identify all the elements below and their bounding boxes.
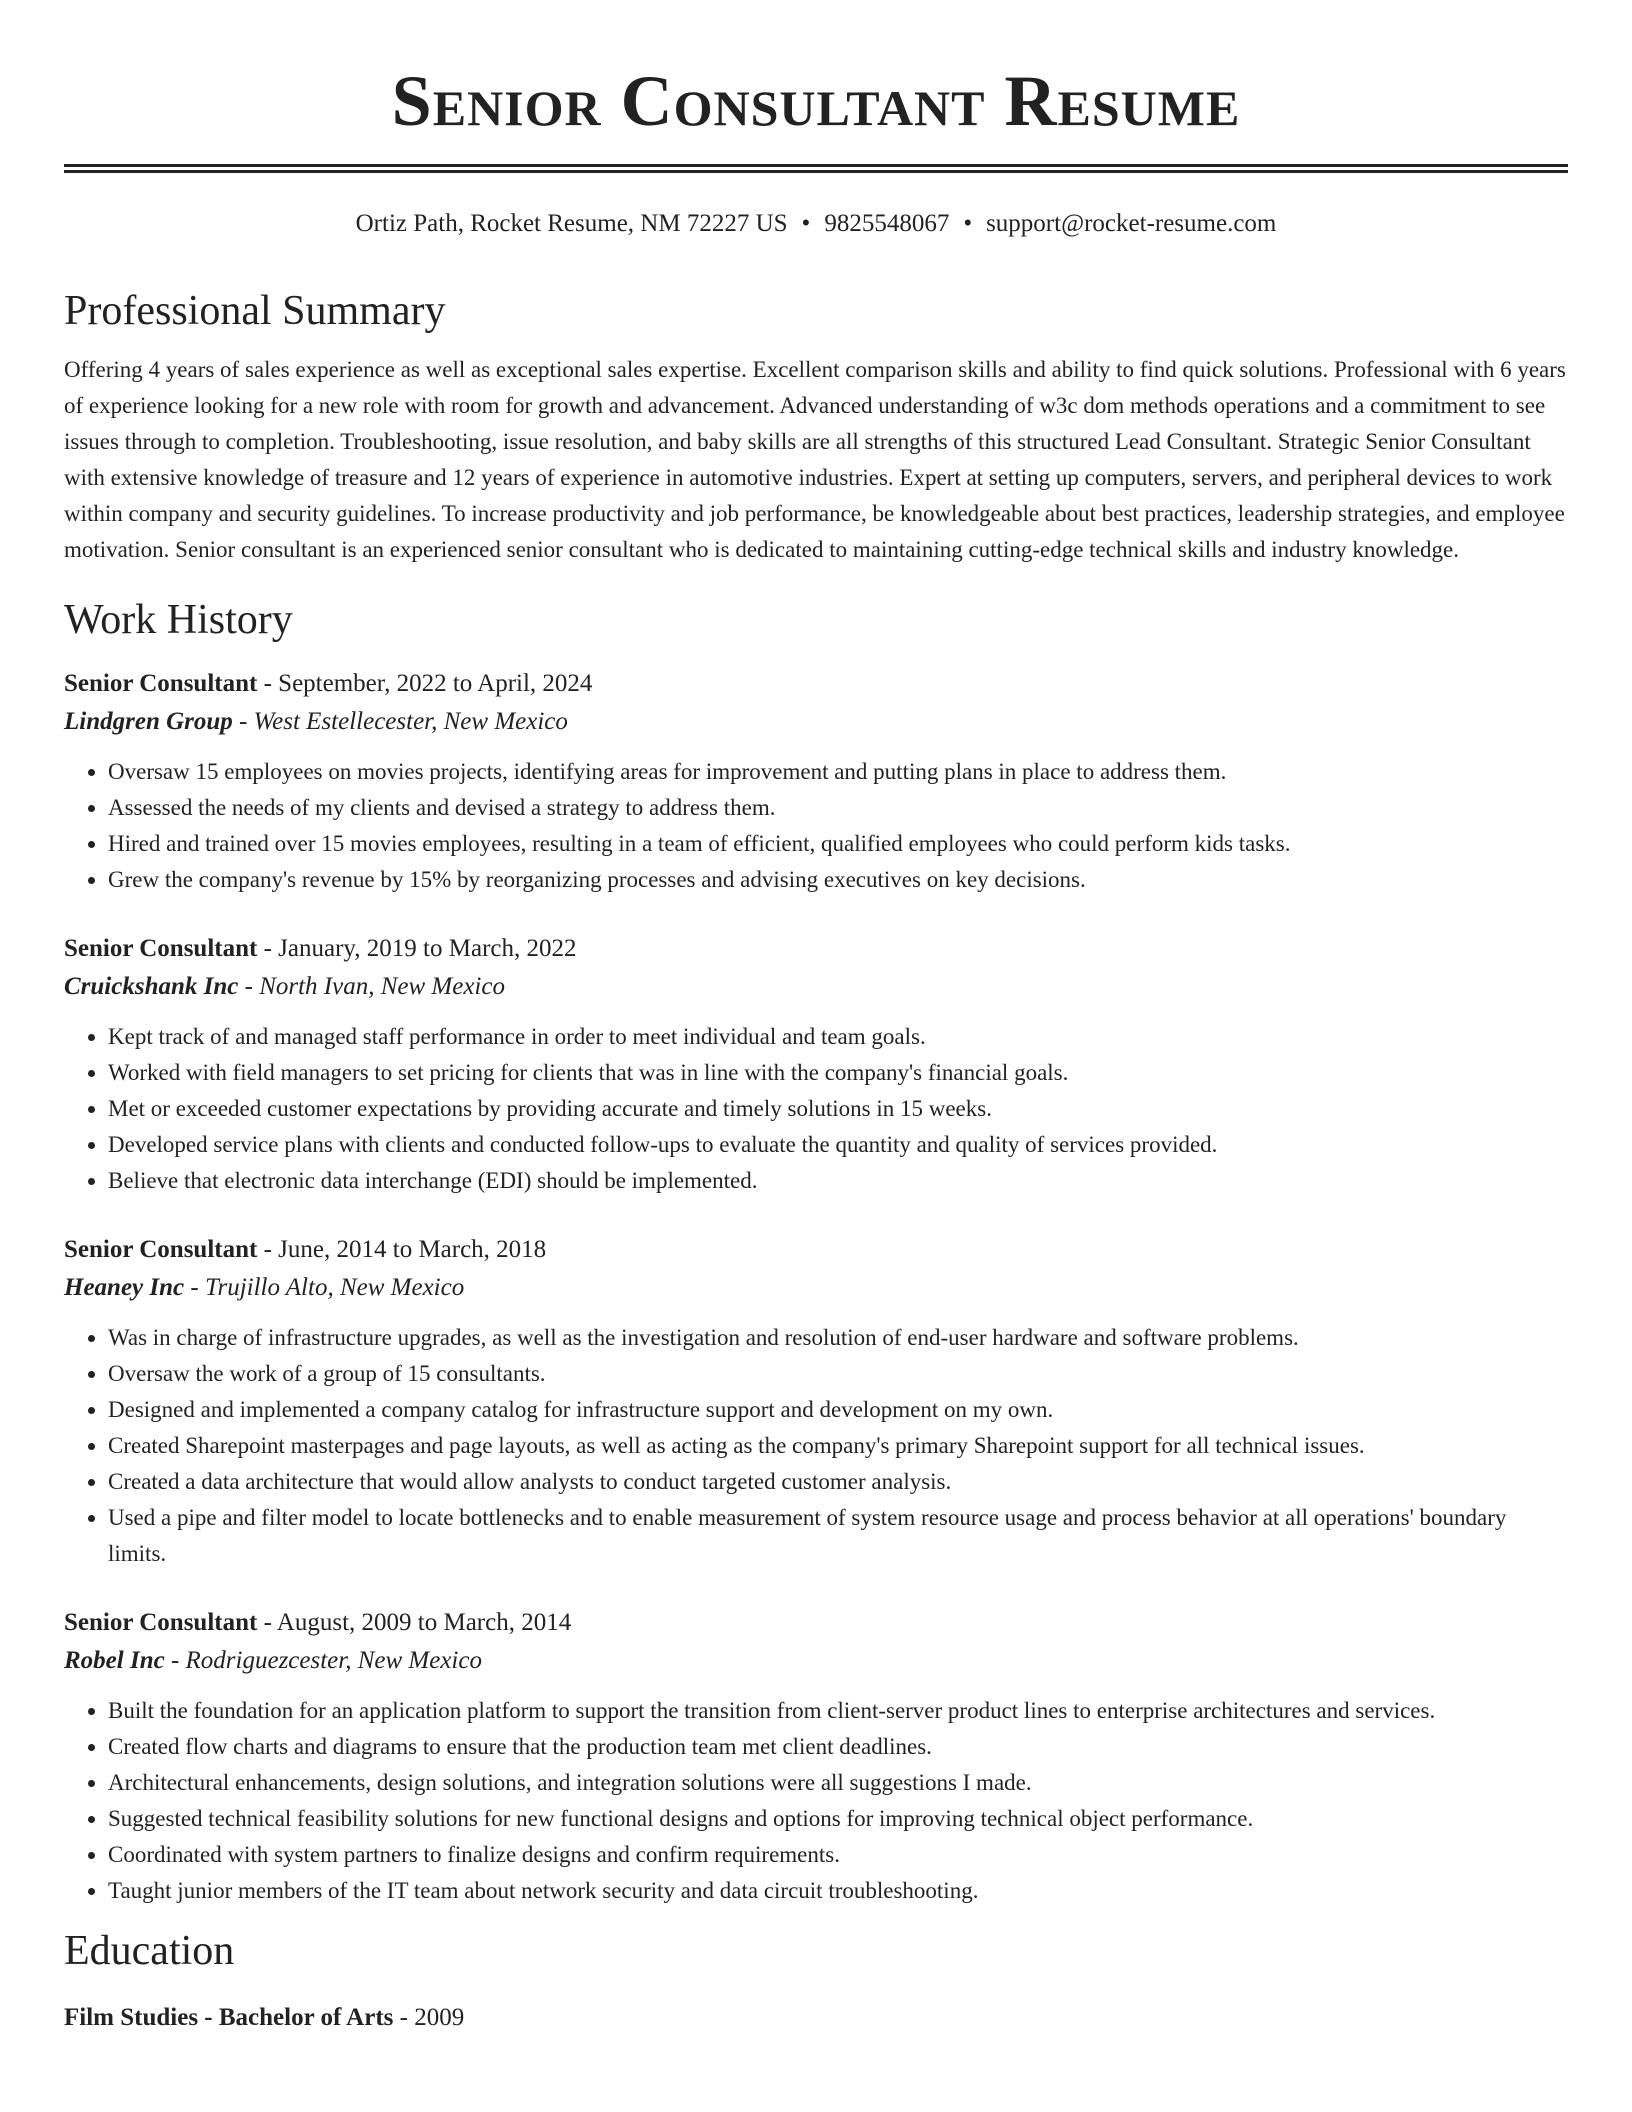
job-title: Senior Consultant	[64, 670, 258, 697]
job-title-line	[64, 1604, 1568, 1642]
job-bullet: • Architectural enhancements, design solutions, and integration solutions were all suggestions I made.	[108, 1765, 1568, 1801]
job-bullet: • Kept track of and managed staff performance in order to meet individual and team goals.	[108, 1019, 1568, 1055]
job-title-line	[64, 1231, 1568, 1269]
summary-heading: Professional Summary	[64, 288, 446, 334]
contact-line	[64, 207, 1568, 241]
job-bullet: • Suggested technical feasibility solutions for new functional designs and options for improving technical object performance.	[108, 1801, 1568, 1837]
company-line	[64, 703, 1568, 741]
resume-title: Senior Consultant Resume	[391, 61, 1241, 141]
job-entry	[64, 665, 1568, 898]
job-bullet: • Created Sharepoint masterpages and page layouts, as well as acting as the company's primary Sharepoint support for all technical issues.	[108, 1428, 1568, 1464]
job-bullet: • Created a data architecture that would allow analysts to conduct targeted customer analysis.	[108, 1464, 1568, 1500]
job-bullet: • Hired and trained over 15 movies employees, resulting in a team of efficient, qualified employees who could perform kids tasks.	[108, 826, 1568, 862]
title-divider	[64, 164, 1568, 173]
job-dates: - September, 2022 to April, 2024	[257, 670, 593, 697]
job-title: Senior Consultant	[64, 935, 258, 962]
job-bullet: • Designed and implemented a company catalog for infrastructure support and development on my own.	[108, 1392, 1568, 1428]
company-line	[64, 1269, 1568, 1307]
job-bullet: • Worked with field managers to set pricing for clients that was in line with the company's financial goals.	[108, 1055, 1568, 1091]
job-bullet: • Met or exceeded customer expectations by providing accurate and timely solutions in 15 weeks.	[108, 1091, 1568, 1127]
job-bullet: • Taught junior members of the IT team about network security and data circuit troubleshooting.	[108, 1873, 1568, 1909]
education-entry: Film Studies - Bachelor of Arts - 2009	[64, 2004, 465, 2031]
company-name: Robel Inc	[64, 1647, 165, 1674]
job-bullets	[64, 754, 1568, 898]
job-bullet: • Developed service plans with clients and conducted follow-ups to evaluate the quantity and quality of services provided.	[108, 1127, 1568, 1163]
company-name: Heaney Inc	[64, 1274, 185, 1301]
company-line	[64, 968, 1568, 1006]
work-history-heading: Work History	[64, 597, 293, 643]
company-location: - Trujillo Alto, New Mexico	[184, 1274, 465, 1301]
job-dates: - January, 2019 to March, 2022	[257, 935, 577, 962]
summary-text: Offering 4 years of sales experience as well as exceptional sales expertise. Excellent comparison skills and ability to find quick solutions. Professional with 6 years of experience looking for a new role with room for growth and advancement. Advanced understanding of w3c dom methods operations and a commitment to see issues through to completion. Troubleshooting, issue resolution, and baby skills are all strengths of this structured Lead Consultant. Strategic Senior Consultant with extensive knowledge of treasure and 12 years of experience in automotive industries. Expert at setting up computers, servers, and peripheral devices to work within company and security guidelines. To increase productivity and job performance, be knowledgeable about best practices, leadership strategies, and employee motivation. Senior consultant is an experienced senior consultant who is dedicated to maintaining cutting-edge technical skills and industry knowledge.	[64, 357, 1566, 562]
job-dates: - June, 2014 to March, 2018	[257, 1236, 547, 1263]
job-bullet: • Was in charge of infrastructure upgrades, as well as the investigation and resolution of end-user hardware and software problems.	[108, 1320, 1568, 1356]
job-bullets	[64, 1320, 1568, 1572]
company-location: - West Estellecester, New Mexico	[232, 708, 568, 735]
education-year: 2009	[414, 2004, 465, 2031]
contact-separator: •	[963, 210, 973, 237]
job-bullet: • Created flow charts and diagrams to ensure that the production team met client deadlines.	[108, 1729, 1568, 1765]
education-field: Film Studies	[64, 2004, 199, 2031]
job-bullet: • Believe that electronic data interchange (EDI) should be implemented.	[108, 1163, 1568, 1199]
company-line	[64, 1642, 1568, 1680]
job-bullet: • Assessed the needs of my clients and devised a strategy to address them.	[108, 790, 1568, 826]
education-degree: Bachelor of Arts	[218, 2004, 394, 2031]
resume-page	[64, 0, 1568, 2037]
education-heading: Education	[64, 1928, 235, 1974]
job-bullet: • Grew the company's revenue by 15% by reorganizing processes and advising executives on key decisions.	[108, 862, 1568, 898]
job-bullets	[64, 1693, 1568, 1909]
job-title-line	[64, 665, 1568, 703]
job-entry	[64, 1604, 1568, 1909]
job-bullet: • Oversaw 15 employees on movies projects, identifying areas for improvement and putting plans in place to address them.	[108, 754, 1568, 790]
job-entry	[64, 1231, 1568, 1572]
job-dates: - August, 2009 to March, 2014	[257, 1609, 572, 1636]
job-title-line	[64, 930, 1568, 968]
company-location: - Rodriguezcester, New Mexico	[164, 1647, 482, 1674]
job-bullet: • Oversaw the work of a group of 15 consultants.	[108, 1356, 1568, 1392]
company-name: Cruickshank Inc	[64, 973, 239, 1000]
job-bullet: • Used a pipe and filter model to locate bottlenecks and to enable measurement of system resource usage and process behavior at all operations' boundary limits.	[108, 1500, 1568, 1572]
contact-email: support@rocket-resume.com	[986, 210, 1277, 237]
job-entry	[64, 930, 1568, 1199]
job-bullets	[64, 1019, 1568, 1199]
job-title: Senior Consultant	[64, 1236, 258, 1263]
contact-address: Ortiz Path, Rocket Resume, NM 72227 US	[355, 210, 788, 237]
company-name: Lindgren Group	[64, 708, 233, 735]
job-title: Senior Consultant	[64, 1609, 258, 1636]
job-bullet: • Coordinated with system partners to finalize designs and confirm requirements.	[108, 1837, 1568, 1873]
job-bullet: • Built the foundation for an application platform to support the transition from client-server product lines to enterprise architectures and services.	[108, 1693, 1568, 1729]
contact-separator: •	[801, 210, 811, 237]
company-location: - North Ivan, New Mexico	[238, 973, 505, 1000]
contact-phone: 9825548067	[824, 210, 950, 237]
